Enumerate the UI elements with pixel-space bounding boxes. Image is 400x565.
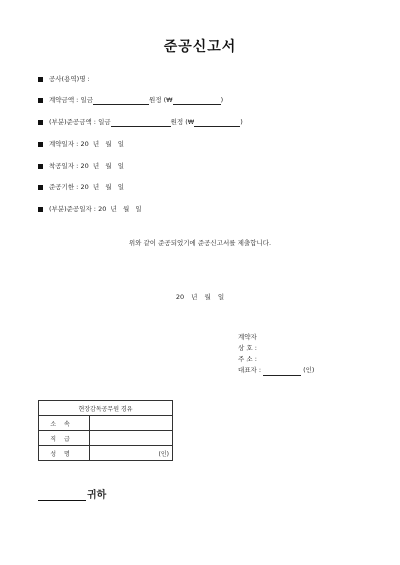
item-start-date <box>38 162 124 171</box>
submission-statement: 위와 같이 준공되었기에 준공신고서를 제출합니다. <box>128 239 272 247</box>
row-label: 성명 <box>39 446 90 461</box>
square-bullet-icon <box>38 164 43 169</box>
row-label: 소속 <box>39 416 90 431</box>
item-label: 공사(용역)명 : <box>49 75 90 83</box>
item-mid: 원정 (₩ <box>149 96 173 104</box>
contractor-heading: 계약자 <box>238 333 257 341</box>
recipient-line <box>38 486 106 501</box>
representative-label: 대표자 : <box>238 366 262 374</box>
item-label: (부분)준공일자 : 20 년 월 일 <box>49 205 142 213</box>
table-row <box>39 431 173 446</box>
item-label: 준공기한 : 20 년 월 일 <box>49 183 125 191</box>
submission-date: 20 년 월 일 <box>175 293 225 301</box>
item-completion-deadline <box>38 183 124 192</box>
row-value[interactable] <box>90 431 173 446</box>
item-label: 계약금액 : 일금 <box>49 96 93 104</box>
square-bullet-icon <box>38 185 43 190</box>
item-label: 계약일자 : 20 년 월 일 <box>49 140 125 148</box>
document-title: 준공신고서 <box>163 39 237 55</box>
seal-label: (인) <box>303 366 315 374</box>
table-row <box>39 446 173 461</box>
table-row <box>39 416 173 431</box>
square-bullet-icon <box>38 207 43 212</box>
contractor-representative-row <box>238 366 314 376</box>
item-partial-completion-date <box>38 205 142 214</box>
item-label: 착공일자 : 20 년 월 일 <box>49 162 125 170</box>
item-partial-completion-amount <box>38 118 243 127</box>
row-value[interactable]: (인) <box>90 446 173 461</box>
amount-words-blank[interactable] <box>111 119 171 127</box>
amount-words-blank[interactable] <box>93 97 149 105</box>
contractor-trade-name-label: 상 호 : <box>238 344 257 352</box>
square-bullet-icon <box>38 98 43 103</box>
amount-number-blank[interactable] <box>173 97 221 105</box>
representative-name-blank[interactable] <box>263 368 301 376</box>
row-label: 직급 <box>39 431 90 446</box>
square-bullet-icon <box>38 77 43 82</box>
amount-number-blank[interactable] <box>194 119 240 127</box>
contractor-address-label: 주 소 : <box>238 355 257 363</box>
item-end: ) <box>220 96 224 104</box>
item-end: ) <box>240 118 243 126</box>
square-bullet-icon <box>38 120 43 125</box>
item-contract-amount <box>38 96 223 105</box>
recipient-blank[interactable] <box>38 490 86 501</box>
item-mid: 원정 (₩ <box>170 118 195 126</box>
supervisor-table <box>38 400 173 461</box>
supervisor-table-heading: 현장감독공무원 경유 <box>39 401 173 416</box>
item-contract-date <box>38 140 124 149</box>
recipient-suffix: 귀하 <box>87 490 107 501</box>
square-bullet-icon <box>38 142 43 147</box>
item-project-name <box>38 75 90 84</box>
row-value[interactable] <box>90 416 173 431</box>
item-label: (부분)준공금액 : 일금 <box>49 118 111 126</box>
